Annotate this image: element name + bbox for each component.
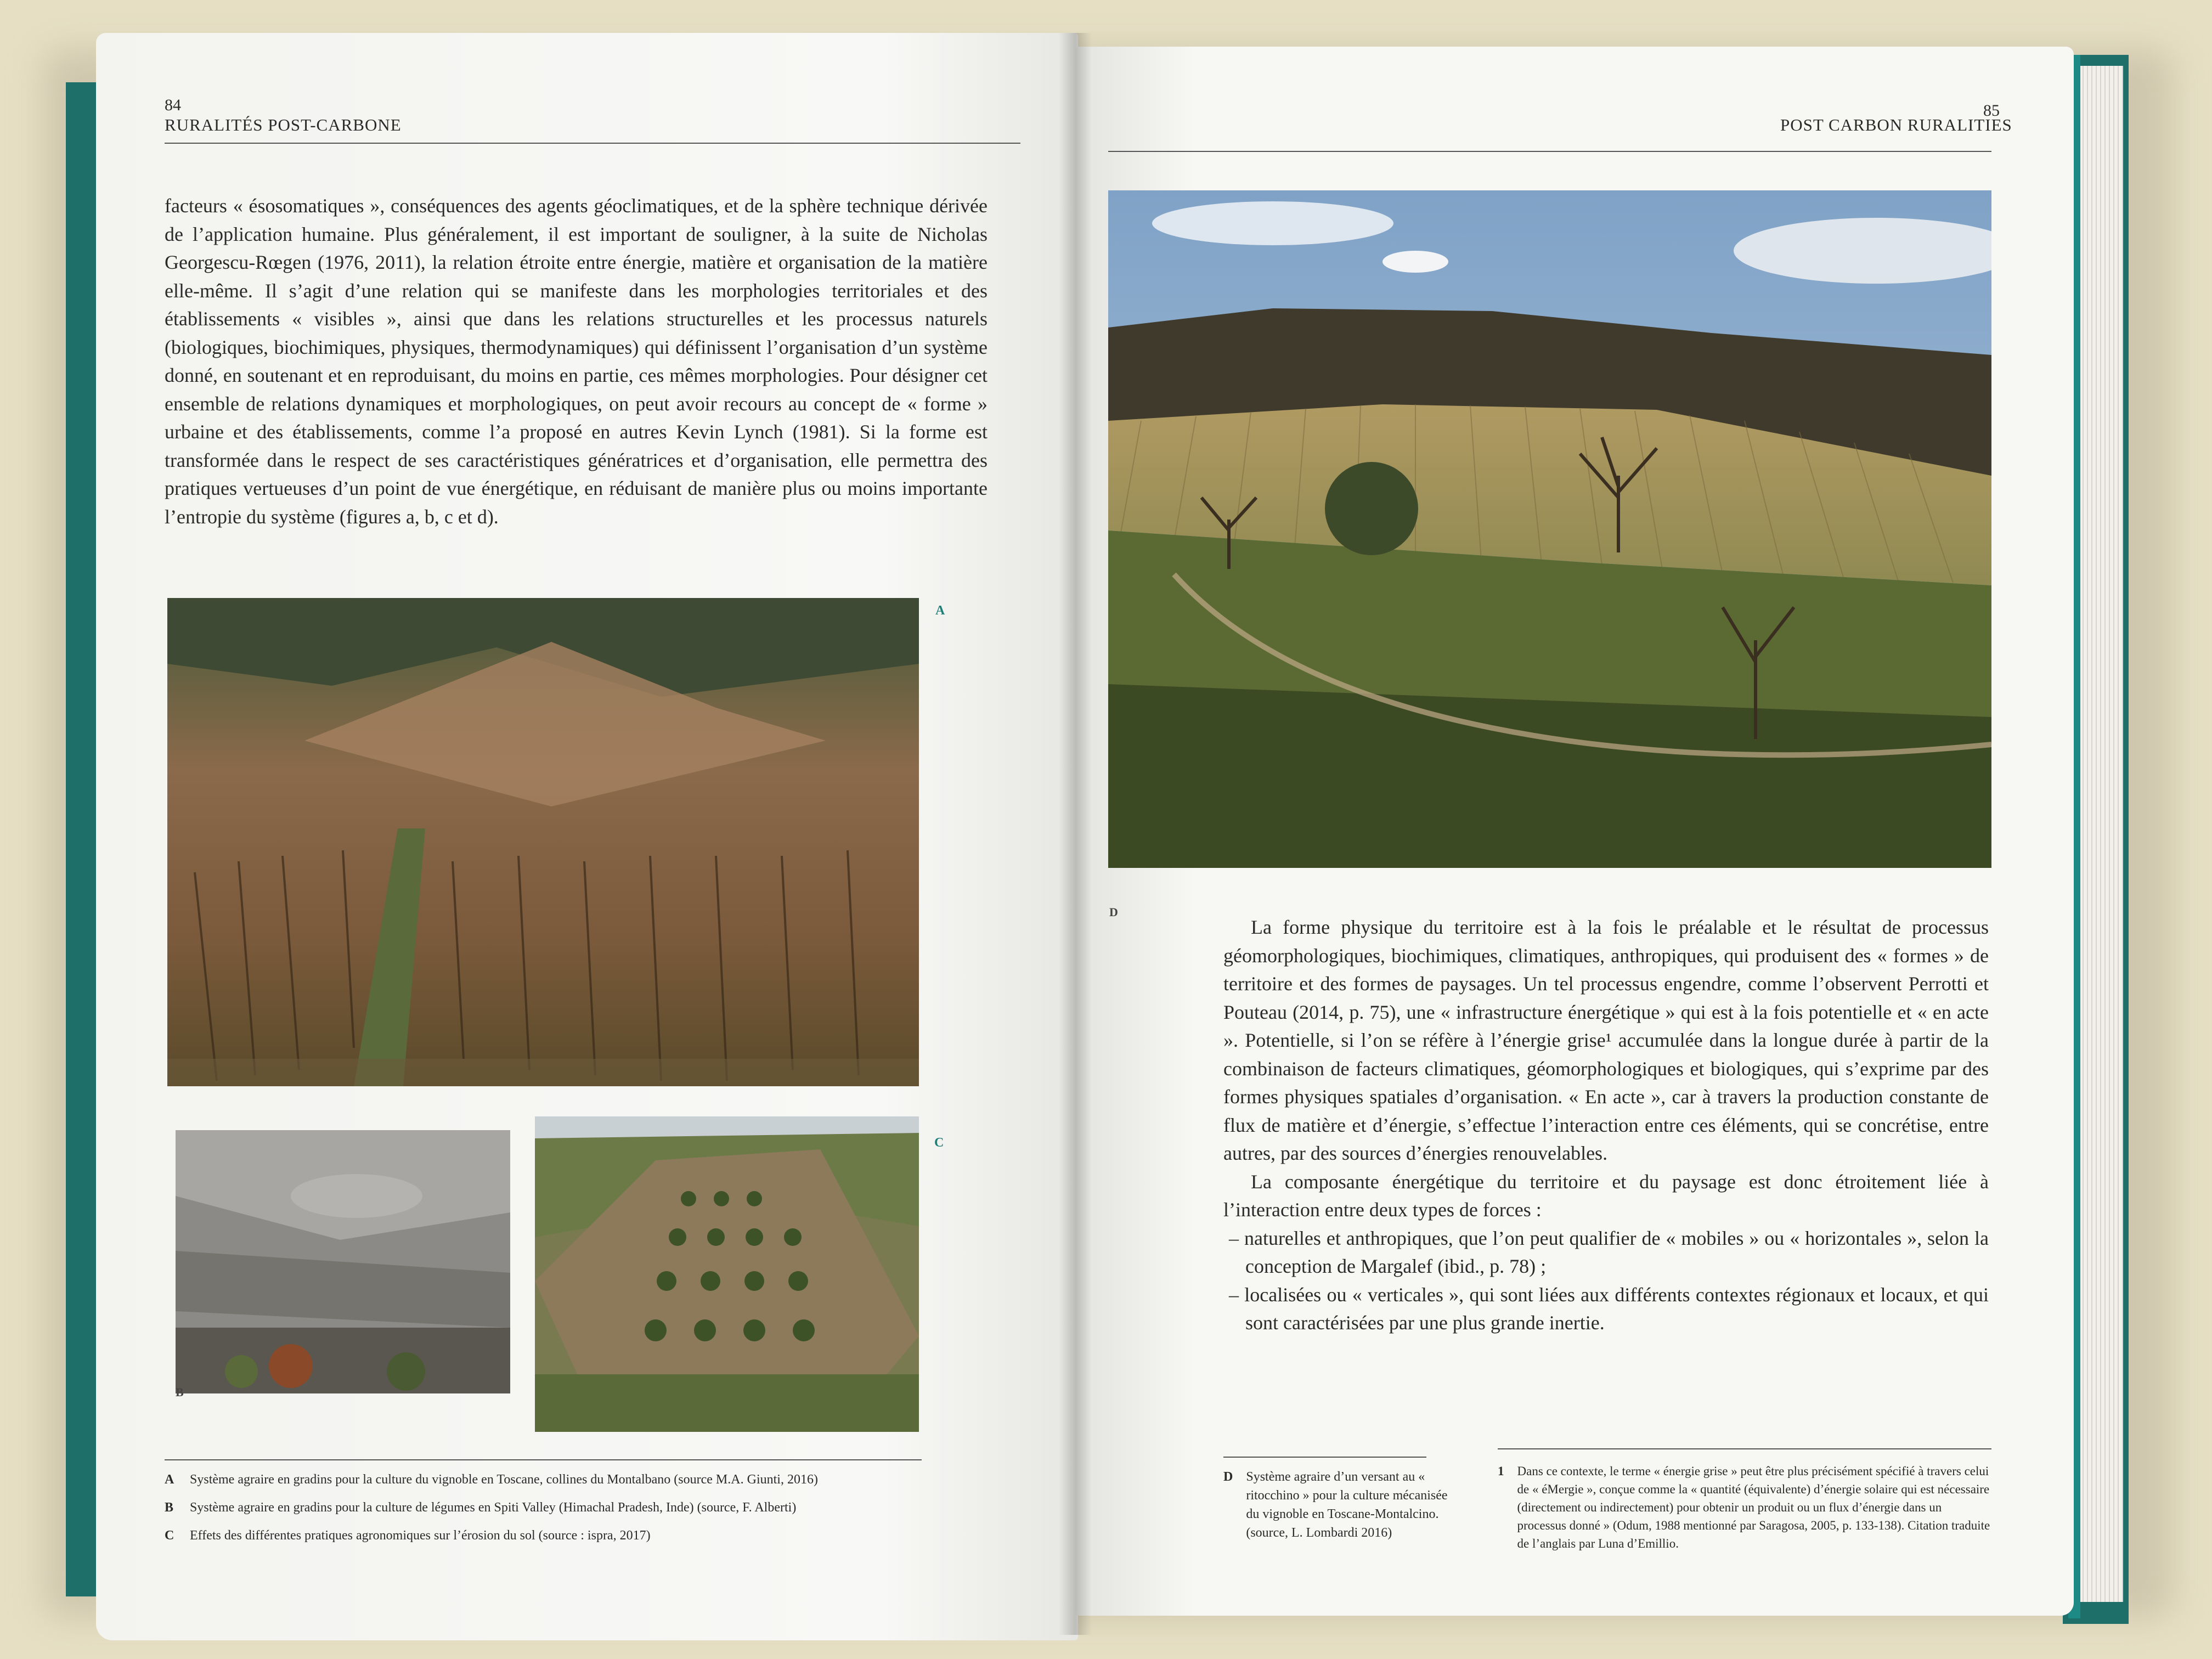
figure-b-photo (176, 1130, 510, 1393)
right-page (1075, 47, 2074, 1616)
figure-a-photo (167, 598, 919, 1086)
left-page-number: 84 (165, 96, 181, 114)
list-item: – localisées ou « verticales », qui sont liées aux différents contextes régionaux et locaux, et qui sont caractérisées par une plus grande inertie. (1229, 1283, 1989, 1334)
left-header-rule (165, 143, 1020, 144)
caption-a: A Système agraire en gradins pour la culture du vignoble en Toscane, collines du Montalbano (source M.A. Giunti, 2016) (165, 1472, 818, 1487)
right-caption-rule (1223, 1457, 1426, 1458)
footnote-text: Dans ce contexte, le terme « énergie grise » peut être plus précisément spécifié à travers celui de « éMergie », conçue comme la « quantité (équivalente) d’énergie solaire qui est nécessaire (directement ou indirectement) pour obtenir un produit ou un flux d’énergie dans un processus donné » (Odum, 1988 mentionné par Saragosa, 2005, p. 133-138). Citation traduite de l’anglais par Luna d’Emillio. (1517, 1464, 1990, 1550)
caption-d-key: D (1223, 1470, 1233, 1484)
right-paragraph-2: La composante énergétique du territoire et du paysage est donc étroitement liée à l’interaction entre deux types de forces : (1223, 1170, 1989, 1221)
list-item: – naturelles et anthropiques, que l’on peut qualifier de « mobiles » ou « horizontales », selon la conception de Margalef (ibid., p. 78) ; (1229, 1227, 1989, 1277)
page-stack-edges (2079, 66, 2123, 1602)
caption-d-text: Système agraire d’un versant au « ritocchino » pour la culture mécanisée du vignoble en Toscane-Montalcino. (source, L. Lombardi 2016) (1246, 1470, 1448, 1540)
right-paragraph-1: La forme physique du territoire est à la fois le préalable et le résultat de processus géomorphologiques, biochimiques, climatiques, anthropiques, qui produisent des « formes » de territoire et des formes de paysages. Un tel processus engendre, comme l’observent Perrotti et Pouteau (2014, p. 75), une « infrastructure énergétique » qui est à la fois potentielle et « en acte ». Potentielle, si l’on se réfère à l’énergie grise¹ accumulée dans la longue durée à partir de la combinaison de facteurs climatiques, géomorphologiques et biologiques, qui s’exprime par des formes physiques spatiales d’organisation. « En acte », car à travers la production constante de flux de matière et d’énergie, s’effectue l’interaction entre ces éléments, qui se concrétise, entre autres, par des sources d’énergies renouvelables. (1223, 916, 1989, 1164)
footnote-key: 1 (1498, 1464, 1504, 1478)
left-page (96, 33, 1078, 1640)
left-caption-rule (165, 1459, 922, 1460)
figure-d-photo (1108, 190, 1991, 868)
caption-b: B Système agraire en gradins pour la culture de légumes en Spiti Valley (Himachal Pradesh, Inde) (source, F. Alberti) (165, 1500, 797, 1515)
left-paragraph: facteurs « ésosomatiques », conséquences des agents géoclimatiques, et de la sphère technique dérivée de l’application humaine. Plus généralement, il est important de souligner, à la suite de Nicholas Georgescu-Rœgen (1976, 2011), la relation étroite entre énergie, matière et organisation de la matière elle-même. Il s’agit d’une relation qui se manifeste dans les morphologies territoriales et des établissements « visibles », ainsi que dans les relations structurelles et les processus naturels (biologiques, biochimiques, physiques, thermodynamiques) qui définissent l’organisation d’un système donné, en soutenant et en reproduisant, du moins en partie, ces mêmes morphologies. Pour désigner cet ensemble de relations dynamiques et morphologiques, on peut avoir recours au concept de « forme » urbaine et des établissements, comme l’a proposé en autres Kevin Lynch (1981). Si la forme est transformée dans le respect de ses caractéristiques génératrices et d’organisation, elle permettra des pratiques vertueuses d’un point de vue énergétique, en réduisant de manière plus ou moins importante l’entropie du système (figures a, b, c et d). (165, 195, 988, 528)
figure-a-letter: A (935, 603, 945, 618)
left-body-text (165, 192, 988, 531)
right-page-number: 85 (1983, 101, 2000, 120)
right-running-head: POST CARBON RURALITIES (1780, 115, 2012, 134)
figure-c-photo (535, 1116, 919, 1432)
right-body-text (1223, 913, 1989, 1338)
left-captions (165, 1470, 988, 1545)
footnote-rule (1498, 1448, 1991, 1449)
figure-d-letter: D (1109, 905, 1118, 919)
right-header-rule (1108, 151, 1991, 152)
caption-c: C Effets des différentes pratiques agronomiques sur l’érosion du sol (source : ispra, 2017) (165, 1528, 651, 1543)
figure-b-letter: B (176, 1385, 184, 1399)
book-gutter-shadow (1059, 33, 1092, 1635)
figure-c-letter: C (934, 1136, 944, 1150)
footnote (1498, 1462, 1991, 1553)
caption-d (1223, 1468, 1459, 1542)
left-running-head: RURALITÉS POST-CARBONE (165, 115, 402, 134)
